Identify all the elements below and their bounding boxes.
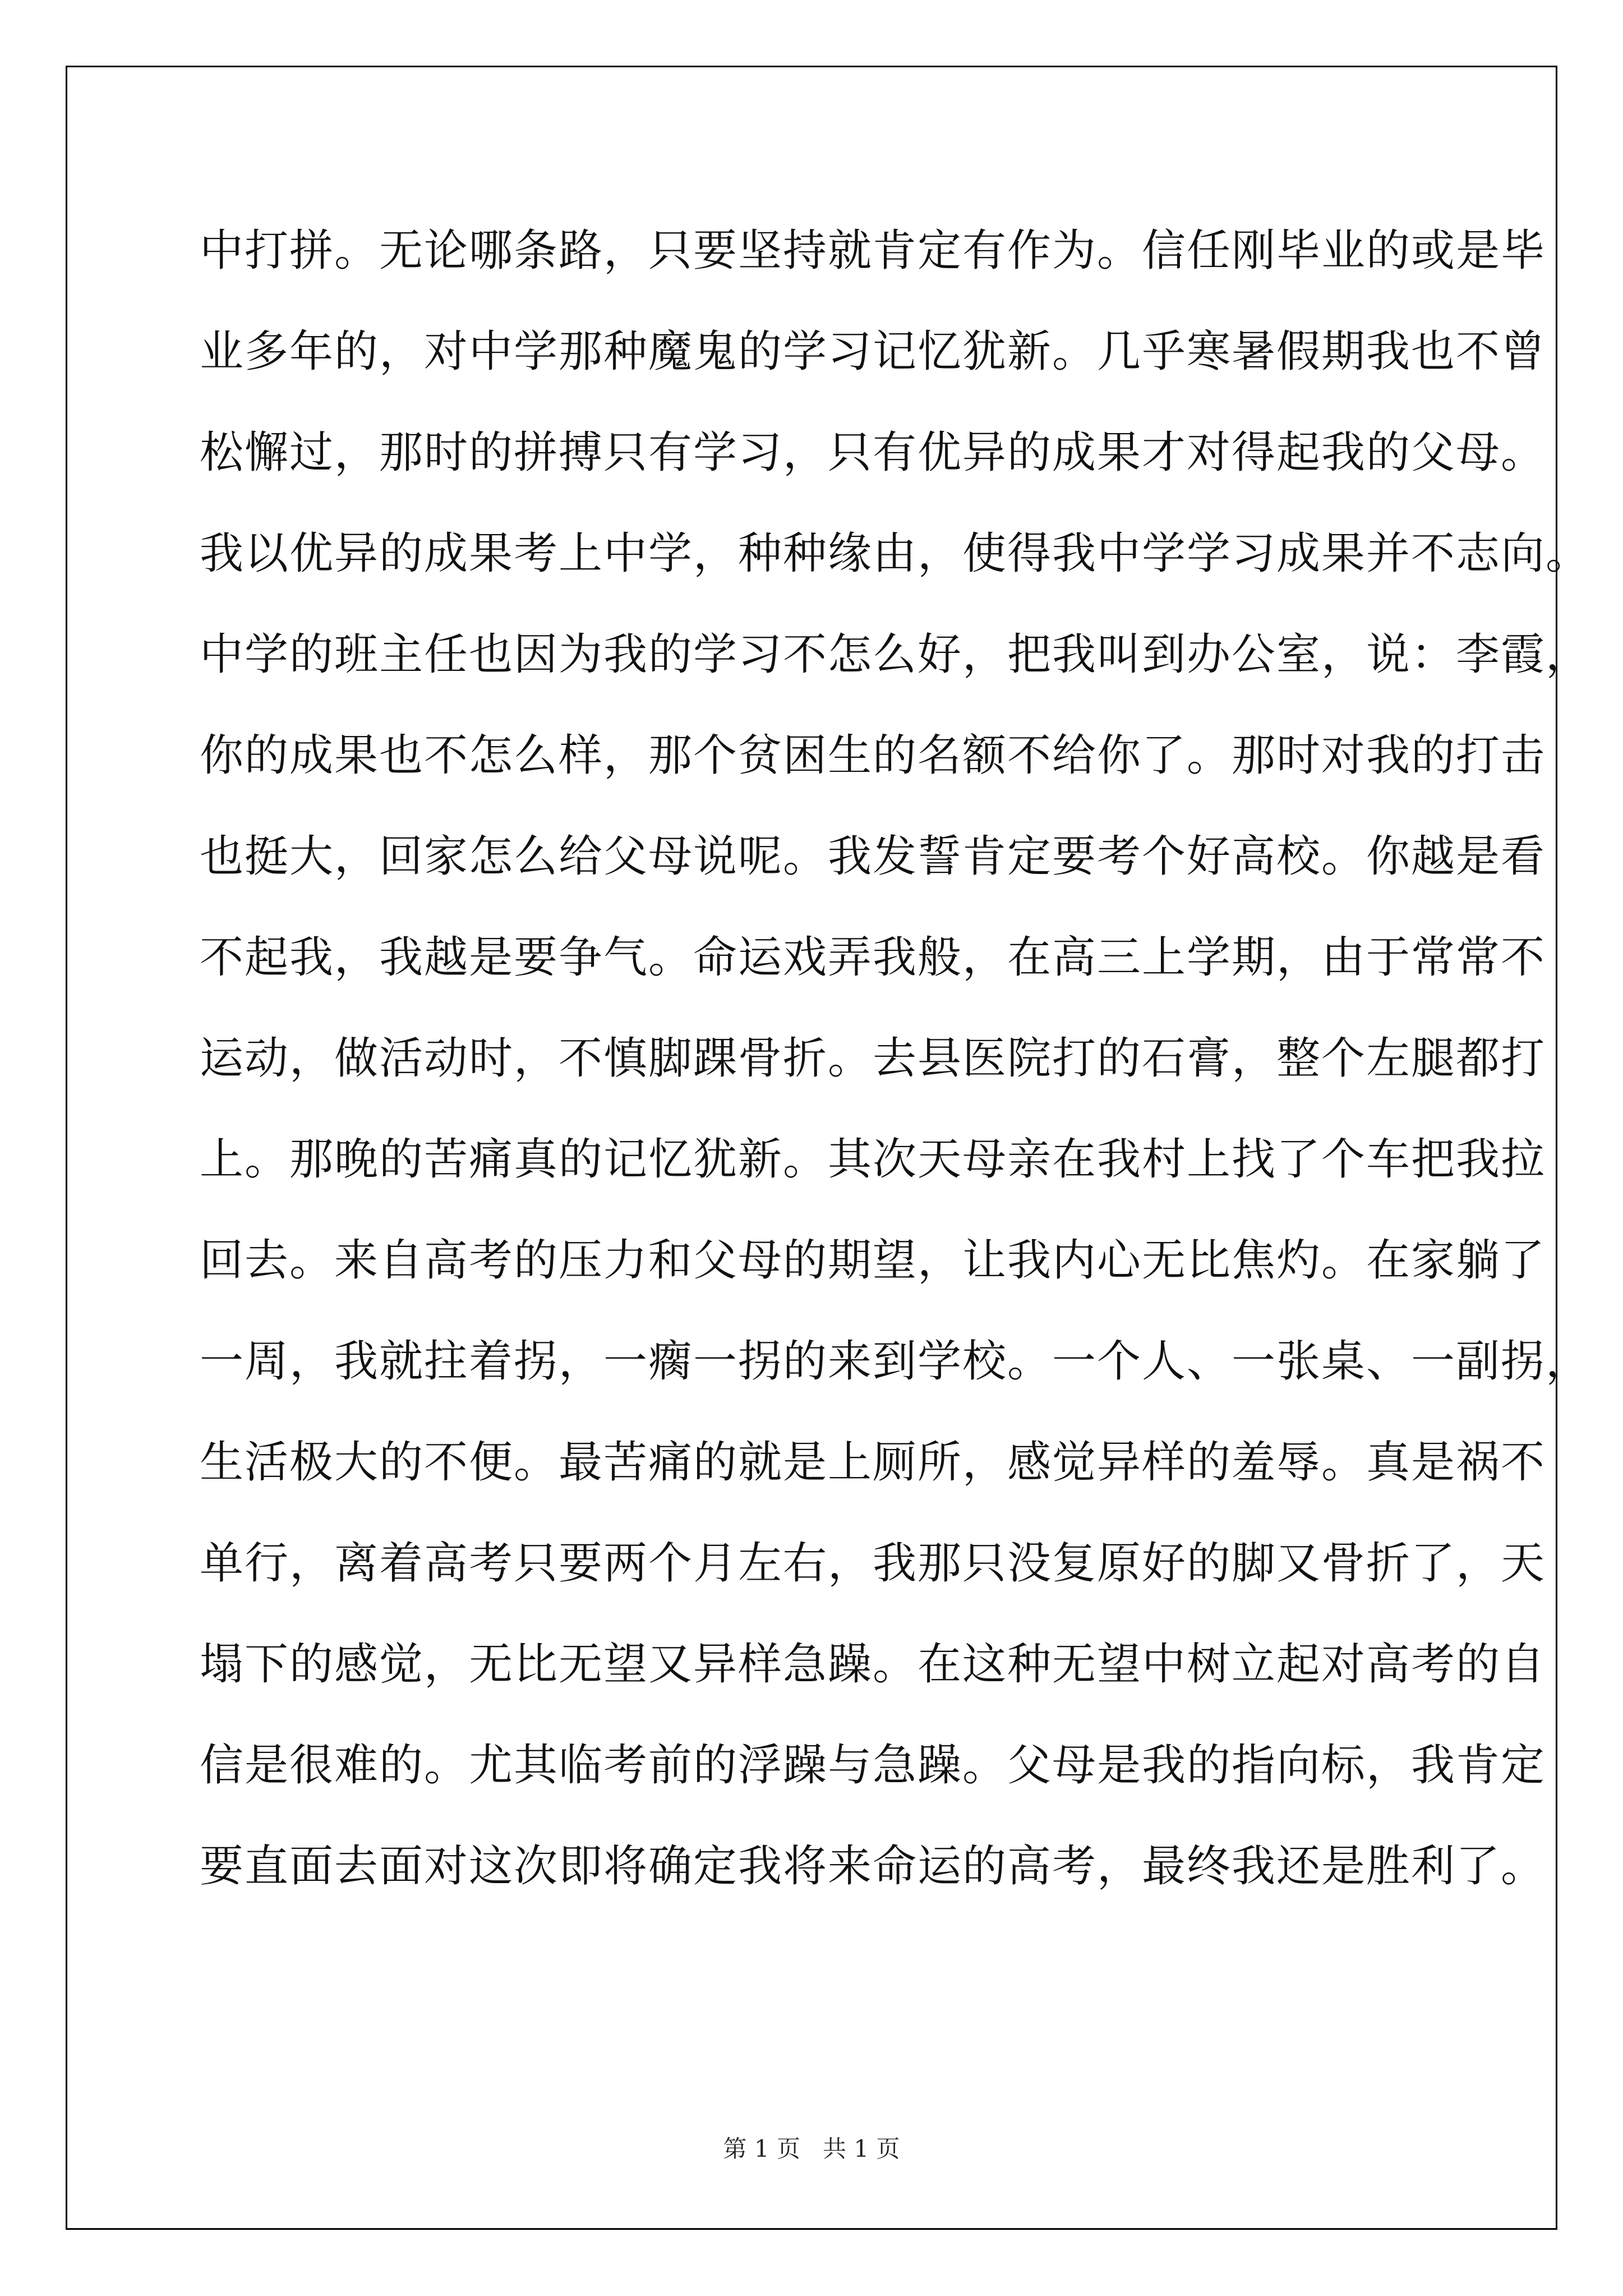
- text-line: 单行，离着高考只要两个月左右，我那只没复原好的脚又骨折了，天: [200, 1538, 1546, 1589]
- text-line: 不起我，我越是要争气。命运戏弄我般，在高三上学期，由于常常不: [200, 932, 1546, 983]
- text-line: 我以优异的成果考上中学，种种缘由，使得我中学学习成果并不志向。: [200, 528, 1591, 579]
- text-line: 塌下的感觉，无比无望又异样急躁。在这种无望中树立起对高考的自: [200, 1639, 1546, 1690]
- text-line: 你的成果也不怎么样，那个贫困生的名额不给你了。那时对我的打击: [200, 730, 1546, 781]
- text-line: 上。那晚的苦痛真的记忆犹新。其次天母亲在我村上找了个车把我拉: [200, 1134, 1546, 1185]
- page-total: 共 1 页: [823, 2135, 900, 2162]
- text-line: 信是很难的。尤其临考前的浮躁与急躁。父母是我的指向标，我肯定: [200, 1740, 1546, 1791]
- footer-spacer: [800, 2135, 823, 2162]
- text-line: 也挺大，回家怎么给父母说呢。我发誓肯定要考个好高校。你越是看: [200, 831, 1546, 882]
- text-line: 业多年的，对中学那种魔鬼的学习记忆犹新。几乎寒暑假期我也不曾: [200, 326, 1546, 377]
- text-line: 中学的班主任也因为我的学习不怎么好，把我叫到办公室，说：李霞，: [200, 629, 1591, 680]
- text-line: 一周，我就拄着拐，一瘸一拐的来到学校。一个人、一张桌、一副拐，: [200, 1336, 1591, 1387]
- text-line: 中打拼。无论哪条路，只要坚持就肯定有作为。信任刚毕业的或是毕: [200, 226, 1546, 276]
- text-line: 要直面去面对这次即将确定我将来命运的高考，最终我还是胜利了。: [200, 1841, 1546, 1892]
- text-line: 运动，做活动时，不慎脚踝骨折。去县医院打的石膏，整个左腿都打: [200, 1033, 1546, 1084]
- page-footer: [0, 2131, 1623, 2164]
- text-line: 回去。来自高考的压力和父母的期望，让我内心无比焦灼。在家躺了: [200, 1235, 1546, 1286]
- text-line: 松懈过，那时的拼搏只有学习，只有优异的成果才对得起我的父母。: [200, 427, 1546, 478]
- text-line: 生活极大的不便。最苦痛的就是上厕所，感觉异样的羞辱。真是祸不: [200, 1437, 1546, 1488]
- page-number: 第 1 页: [723, 2135, 800, 2162]
- document-body: [200, 209, 1591, 1925]
